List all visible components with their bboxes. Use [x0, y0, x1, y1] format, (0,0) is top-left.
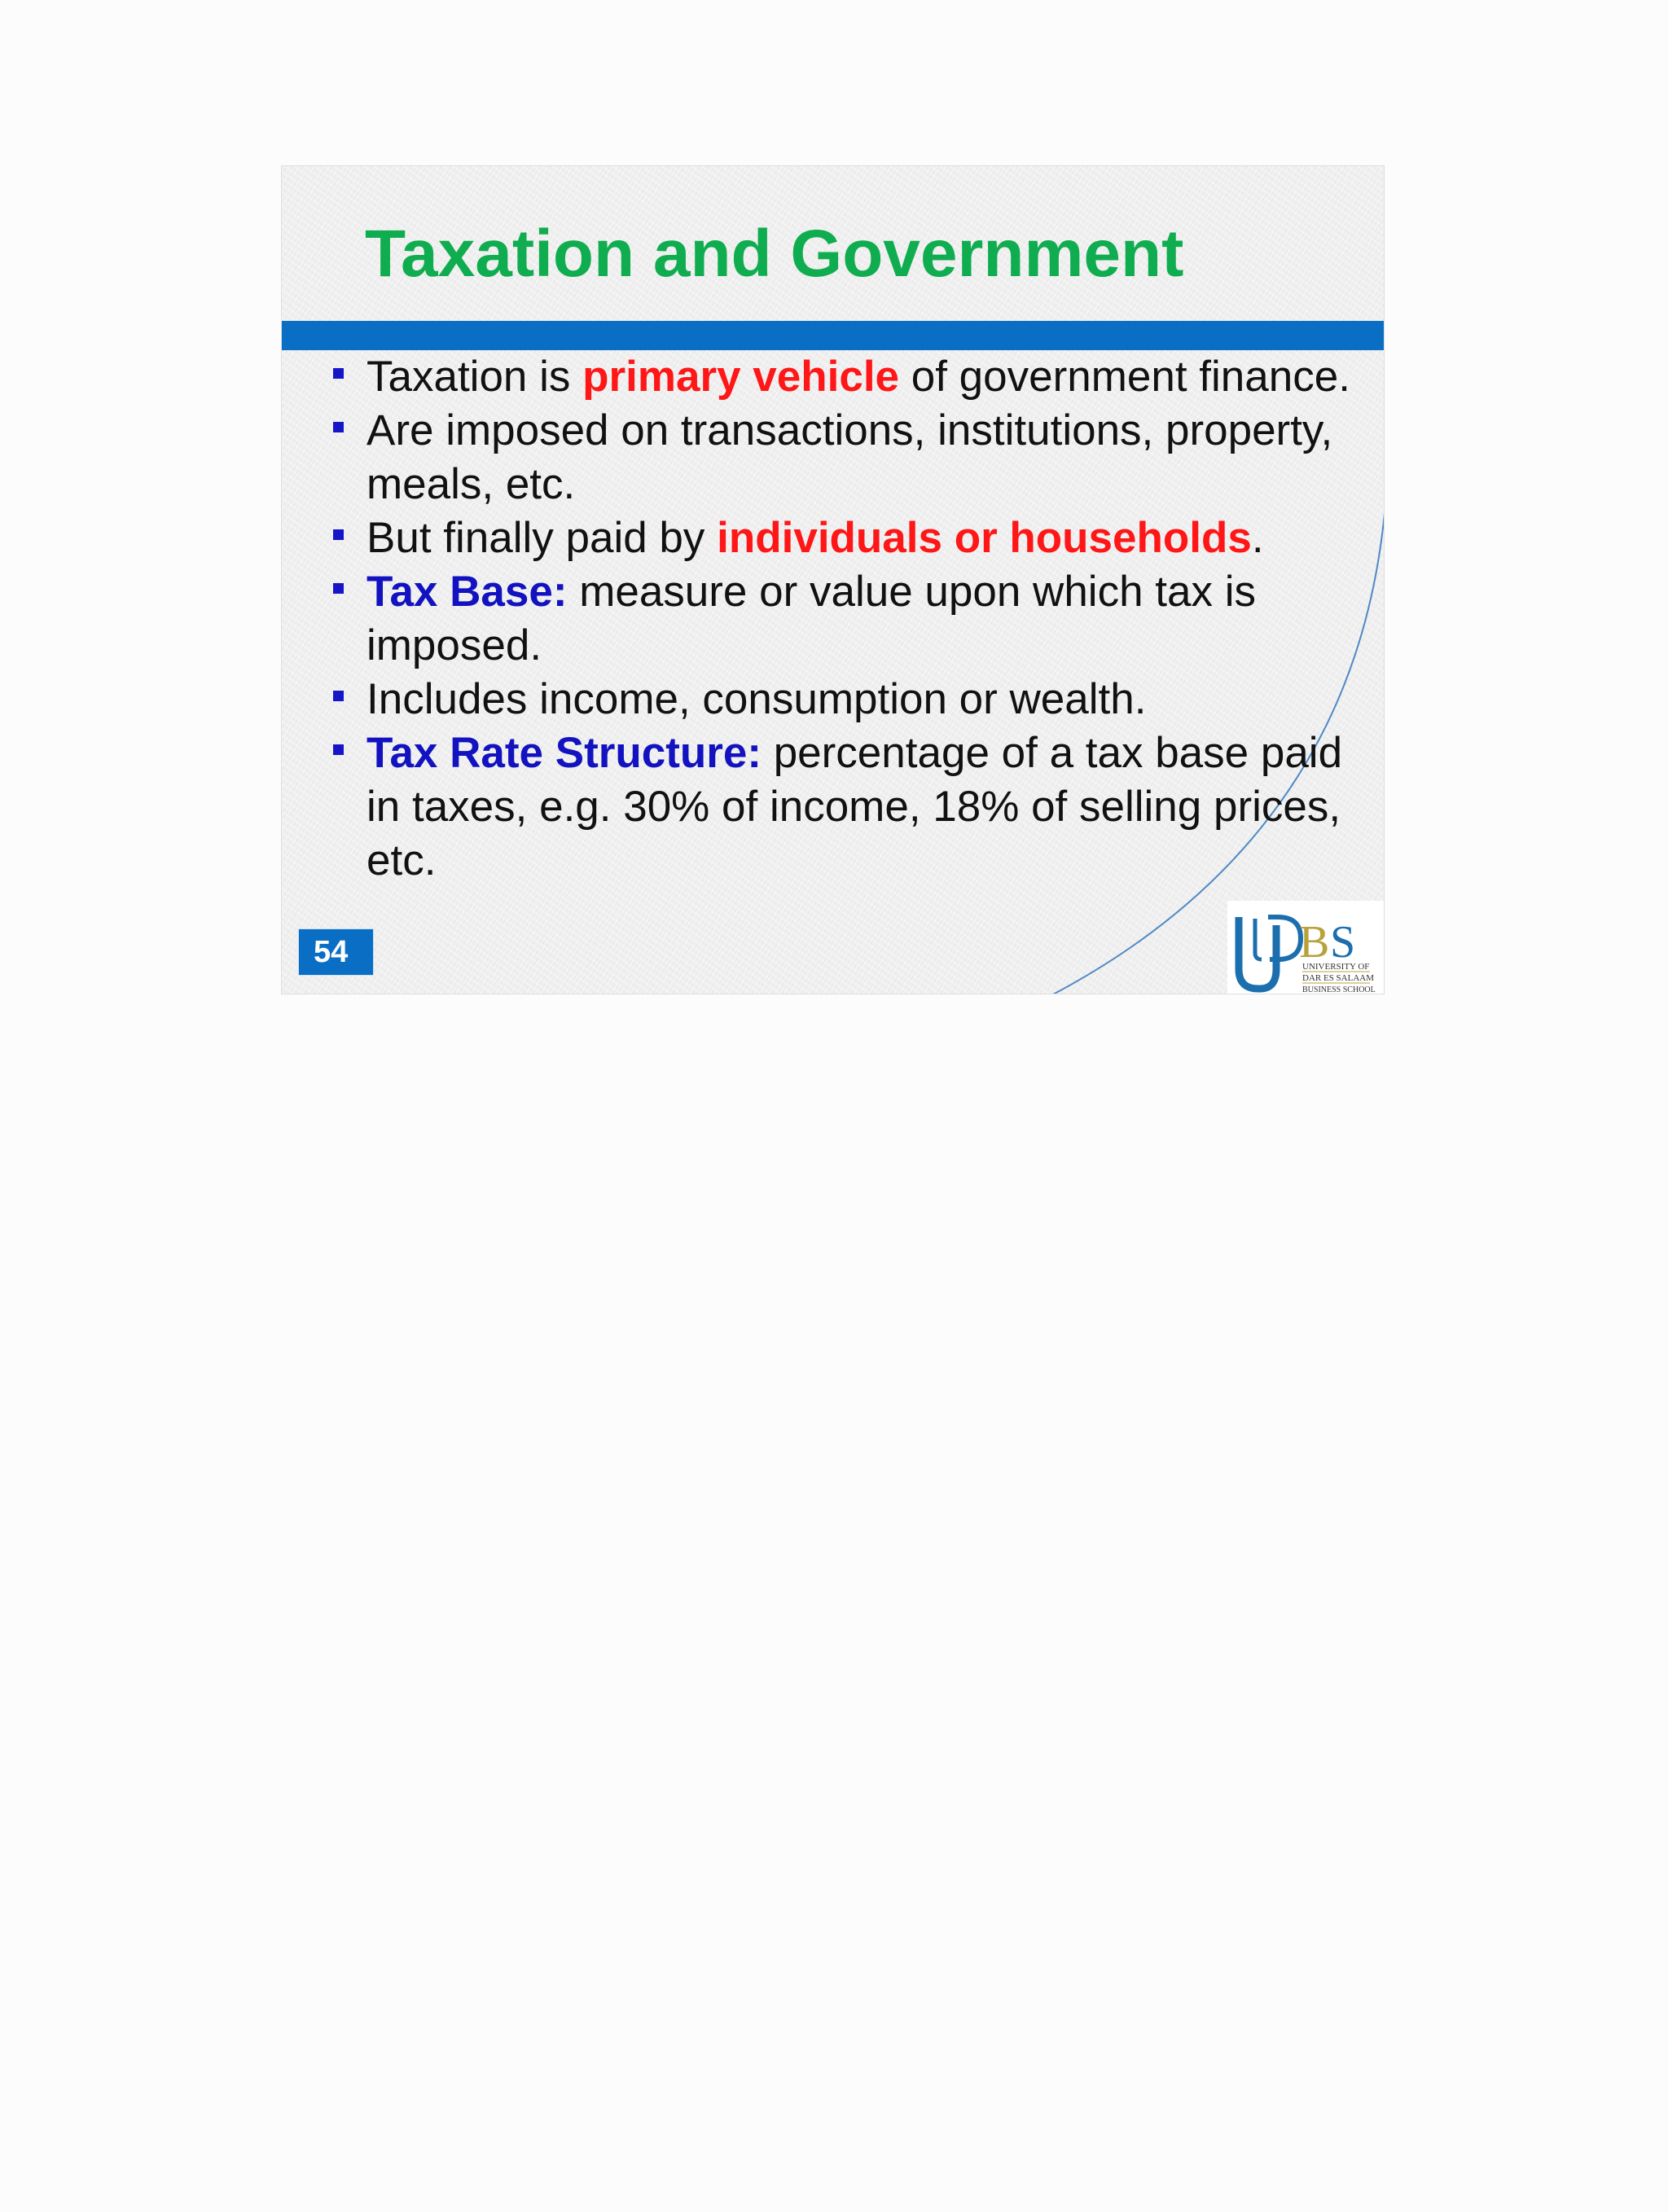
square-bullet-icon — [333, 422, 344, 432]
bullet-text: . — [1251, 514, 1264, 562]
bullet-text: of government finance. — [899, 353, 1350, 401]
title-underline-bar — [282, 321, 1384, 350]
bullet-text: But finally paid by — [367, 514, 718, 562]
udbs-logo-mark — [1227, 901, 1385, 994]
slide-title: Taxation and Government — [365, 217, 1184, 291]
bullet-emphasis: individuals or households — [717, 514, 1252, 562]
bullet-text: Includes income, consumption or wealth. — [367, 675, 1147, 723]
square-bullet-icon — [333, 744, 344, 755]
bullet-text: measure or value upon which tax is imposed. — [367, 568, 1256, 669]
square-bullet-icon — [333, 583, 344, 594]
slide — [281, 165, 1385, 994]
bullet-item — [329, 673, 1372, 726]
logo-text-line2: DAR ES SALAAM — [1302, 973, 1375, 983]
bullet-item — [329, 565, 1372, 673]
bullet-text: Taxation is — [367, 353, 583, 401]
logo-text-line3: BUSINESS SCHOOL — [1302, 985, 1376, 994]
square-bullet-icon — [333, 691, 344, 701]
bullet-item — [329, 511, 1372, 565]
bullet-list — [329, 350, 1372, 888]
bullet-item — [329, 350, 1372, 404]
bullet-item — [329, 404, 1372, 511]
bullet-text: Are imposed on transactions, institutions, property, meals, etc. — [367, 406, 1333, 508]
square-bullet-icon — [333, 368, 344, 379]
udbs-logo — [1227, 901, 1385, 994]
bullet-emphasis: Tax Base: — [367, 568, 568, 616]
square-bullet-icon — [333, 529, 344, 540]
bullet-text: percentage of a tax base paid in taxes, e.g. 30% of income, 18% of selling prices, etc. — [367, 729, 1343, 884]
logo-text-line1: UNIVERSITY OF — [1302, 962, 1370, 972]
svg-text:S: S — [1330, 917, 1356, 968]
svg-text:B: B — [1299, 917, 1330, 968]
bullet-emphasis: primary vehicle — [582, 353, 900, 401]
bullet-item — [329, 726, 1372, 888]
bullet-emphasis: Tax Rate Structure: — [367, 729, 762, 777]
page-number: 54 — [298, 928, 374, 976]
